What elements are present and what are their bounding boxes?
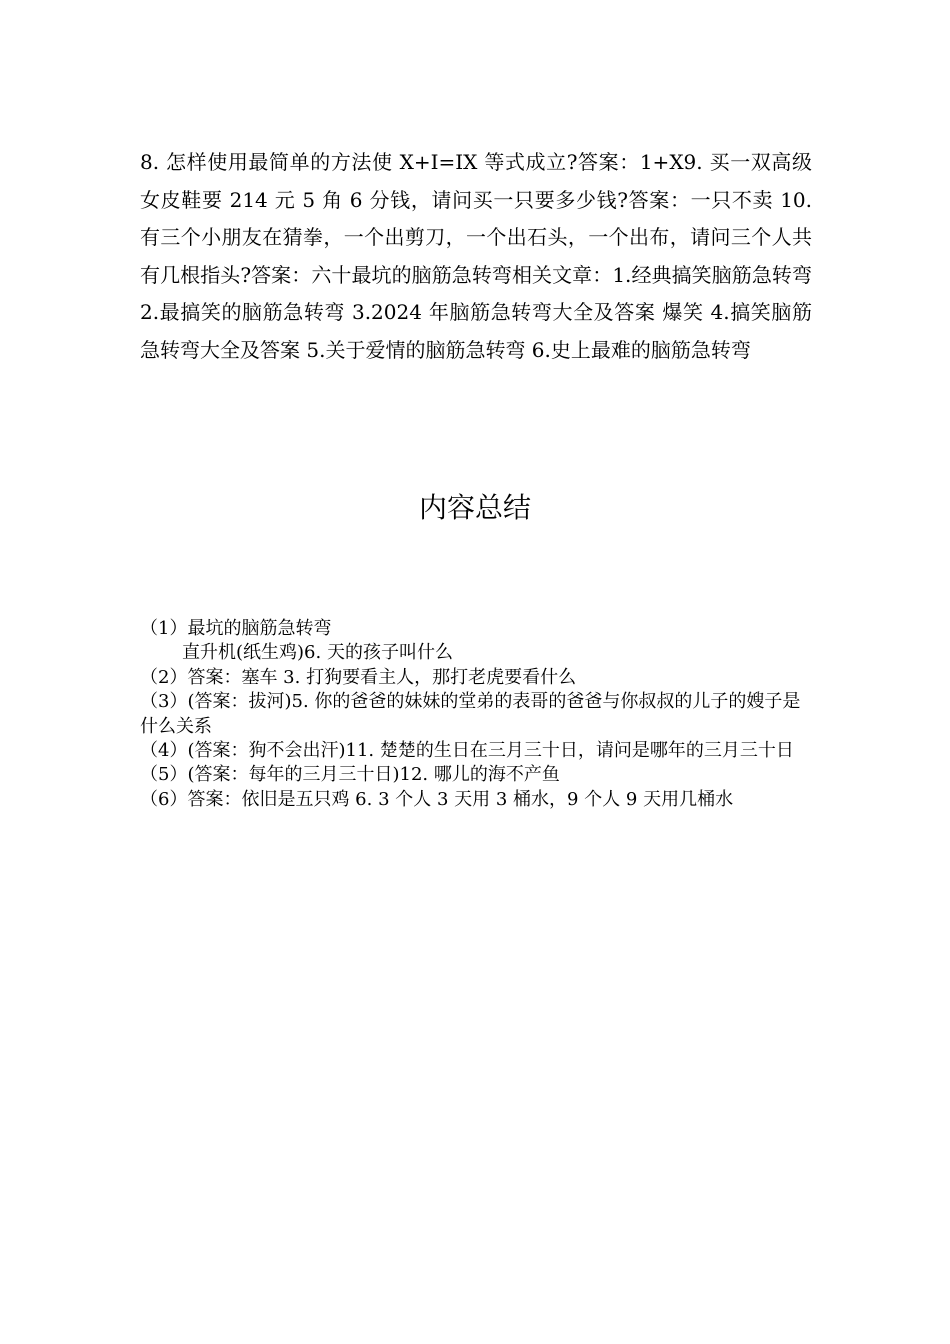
section-title: 内容总结 [418,491,531,524]
summary-item-1: （1）最坑的脑筋急转弯 [140,618,332,639]
summary-item-6: （6）答案：依旧是五只鸡 6. 3 个人 3 天用 3 桶水，9 个人 9 天用几桶水 [140,788,734,810]
summary-item-4: （4）(答案：狗不会出汗)11. 楚楚的生日在三月三十日，请问是哪年的三月三十日 [140,740,794,762]
summary-item-5: （5）(答案：每年的三月三十日)12. 哪儿的海不产鱼 [140,764,560,786]
summary-list [140,617,812,812]
summary-item-2: （2）答案：塞车 3. 打狗要看主人，那打老虎要看什么 [140,666,577,688]
summary-item-3: （3）(答案：拔河)5. 你的爸爸的妹妹的堂弟的表哥的爸爸与你叔叔的儿子的嫂子是什么关系 [140,691,801,737]
body-paragraph: 8. 怎样使用最简单的方法使 X+I=IX 等式成立?答案：1+X9. 买一双高级女皮鞋要 214 元 5 角 6 分钱，请问买一只要多少钱?答案：一只不卖 10. 有三个小朋友在猜拳，一个出剪刀，一个出石头，一个出布，请问三个人共有几根指头?答案：六十最坑的脑筋急转弯相关文章：1.经典搞笑脑筋急转弯 2.最搞笑的脑筋急转弯 3.2024 年脑筋急转弯大全及答案 爆笑 4.搞笑脑筋急转弯大全及答案 5.关于爱情的脑筋急转弯 6.史上最难的脑筋急转弯 [140,150,812,362]
summary-item-1-detail: 直升机(纸生鸡)6. 天的孩子叫什么 [182,642,453,664]
